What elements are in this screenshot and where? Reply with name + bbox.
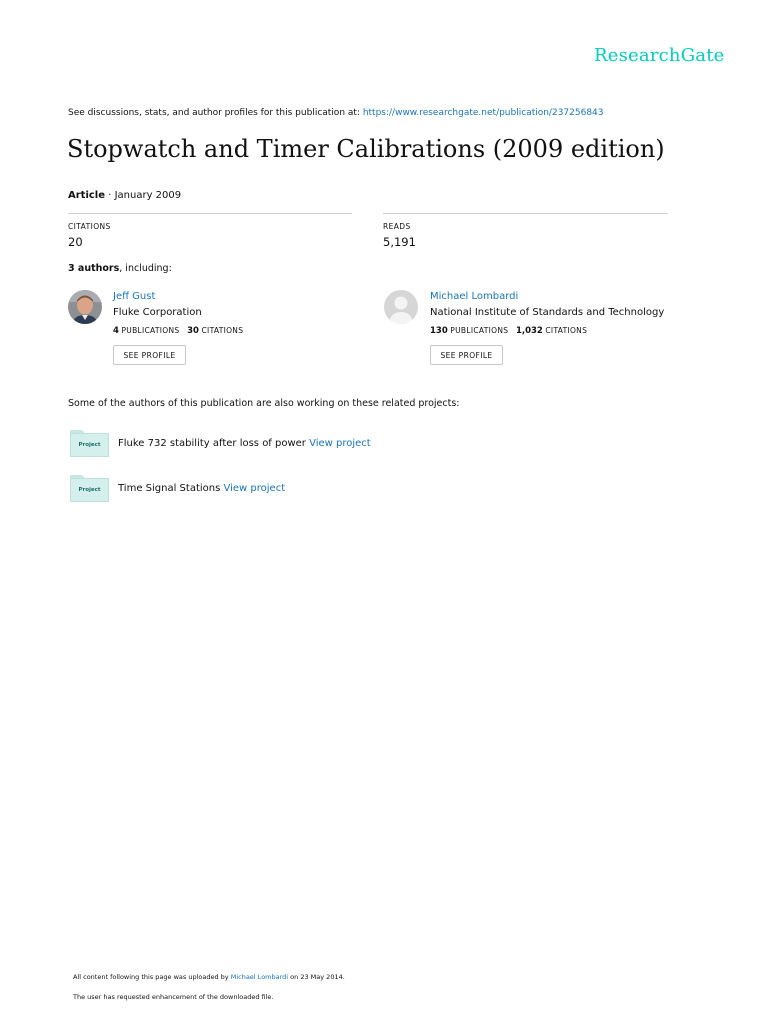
folder-label: Project [70,433,109,457]
view-project-link[interactable]: View project [223,483,286,494]
citations-divider [68,213,352,214]
enhancement-note: The user has requested enhancement of the downloaded file. [73,993,274,1001]
author-publications-label: PUBLICATIONS [121,326,180,335]
project-name: Time Signal Stations [118,483,221,494]
avatar-placeholder[interactable] [384,290,418,324]
reads-label: READS [383,222,411,231]
reads-divider [383,213,668,214]
see-profile-button[interactable]: SEE PROFILE [430,345,503,365]
uploader-link[interactable]: Michael Lombardi [230,973,289,981]
author-citations-label: CITATIONS [545,326,588,335]
project-item [118,483,285,494]
author-publications-count: 4 [113,326,119,336]
author-stats [430,326,587,336]
meta-separator: · [105,190,115,201]
discussion-line [68,108,604,118]
authors-heading-rest: , including: [119,263,172,274]
project-item [118,438,371,449]
author-publications-count: 130 [430,326,448,336]
author-publications-label: PUBLICATIONS [450,326,509,335]
author-affiliation: National Institute of Standards and Technology [430,307,665,318]
view-project-link[interactable]: View project [309,438,371,449]
author-citations-count: 1,032 [515,326,543,336]
author-stats [113,326,243,336]
authors-count: 3 authors [68,263,120,274]
author-citations-count: 30 [187,326,199,336]
upload-prefix: All content following this page was uploaded by [73,973,231,981]
project-folder-icon[interactable] [70,430,110,458]
discussion-text: See discussions, stats, and author profiles for this publication at: [68,108,363,118]
publication-url-link[interactable]: https://www.researchgate.net/publication/237256843 [362,108,604,118]
project-name: Fluke 732 stability after loss of power [118,438,306,449]
citations-count: 20 [68,235,83,249]
citations-label: CITATIONS [68,222,111,231]
avatar[interactable] [68,290,102,324]
related-projects-heading: Some of the authors of this publication are also working on these related projects: [68,398,460,409]
upload-notice [73,973,345,981]
authors-heading [68,263,172,274]
publication-date: January 2009 [114,190,182,201]
author-affiliation: Fluke Corporation [113,307,202,318]
see-profile-button[interactable]: SEE PROFILE [113,345,186,365]
publication-title: Stopwatch and Timer Calibrations (2009 edition) [67,135,665,163]
reads-count: 5,191 [383,235,416,249]
publication-meta [68,190,181,201]
upload-suffix: on 23 May 2014. [288,973,345,981]
publication-type: Article [68,190,106,201]
author-name-link[interactable]: Michael Lombardi [430,291,519,302]
author-name-link[interactable]: Jeff Gust [113,291,156,302]
default-user-icon [384,290,418,324]
author-photo-icon [68,290,102,324]
project-folder-icon[interactable] [70,475,110,503]
folder-label: Project [70,478,109,502]
author-citations-label: CITATIONS [201,326,244,335]
researchgate-logo[interactable]: ResearchGate [594,45,725,66]
